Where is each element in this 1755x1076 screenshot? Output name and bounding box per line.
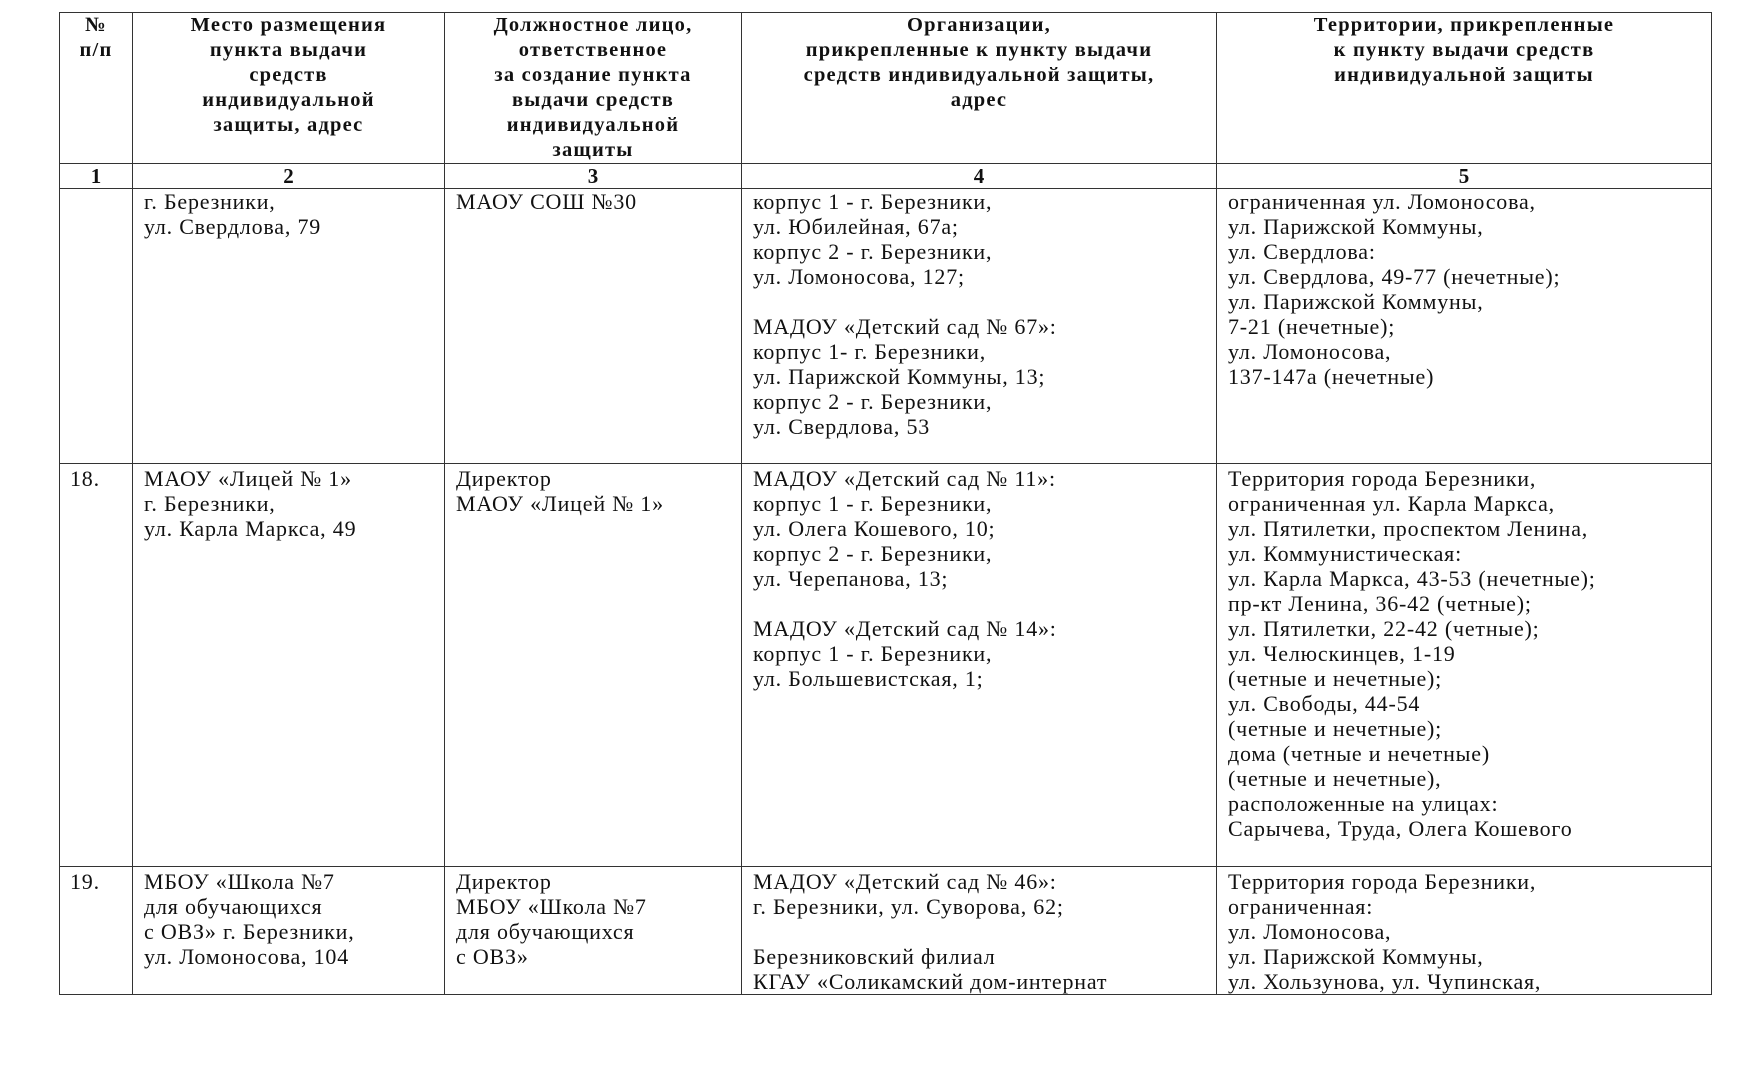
header-organizations: Организации, прикрепленные к пункту выдачи средств индивидуальной защиты, адрес — [742, 13, 1217, 164]
document-page — [59, 12, 1711, 995]
column-number: 4 — [742, 164, 1217, 189]
place-cell: МАОУ «Лицей № 1» г. Березники, ул. Карла Маркса, 49 — [133, 464, 445, 867]
table-row — [60, 867, 1712, 995]
row-number: 18. — [60, 464, 133, 867]
header-territories: Территории, прикрепленные к пункту выдачи средств индивидуальной защиты — [1217, 13, 1712, 164]
official-cell: Директор МБОУ «Школа №7 для обучающихся с ОВЗ» — [445, 867, 742, 995]
column-number: 1 — [60, 164, 133, 189]
official-cell: Директор МАОУ «Лицей № 1» — [445, 464, 742, 867]
header-official: Должностное лицо, ответственное за создание пункта выдачи средств индивидуальной защиты — [445, 13, 742, 164]
organizations-cell: МАДОУ «Детский сад № 11»: корпус 1 - г. Березники, ул. Олега Кошевого, 10; корпус 2 - г. Березники, ул. Черепанова, 13; МАДОУ «Детский сад № 14»: корпус 1 - г. Березники, ул. Большевистская, 1; — [742, 464, 1217, 867]
table-row — [60, 189, 1712, 464]
column-number: 5 — [1217, 164, 1712, 189]
organizations-cell: корпус 1 - г. Березники, ул. Юбилейная, 67а; корпус 2 - г. Березники, ул. Ломоносова, 127; МАДОУ «Детский сад № 67»: корпус 1- г. Березники, ул. Парижской Коммуны, 13; корпус 2 - г. Березники, ул. Свердлова, 53 — [742, 189, 1217, 464]
place-cell: г. Березники, ул. Свердлова, 79 — [133, 189, 445, 464]
column-number: 2 — [133, 164, 445, 189]
header-place: Место размещения пункта выдачи средств индивидуальной защиты, адрес — [133, 13, 445, 164]
header-row — [60, 13, 1712, 164]
place-cell: МБОУ «Школа №7 для обучающихся с ОВЗ» г. Березники, ул. Ломоносова, 104 — [133, 867, 445, 995]
table-row — [60, 464, 1712, 867]
territories-cell: Территория города Березники, ограниченная ул. Карла Маркса, ул. Пятилетки, проспектом Ленина, ул. Коммунистическая: ул. Карла Маркса, 43-53 (нечетные); пр-кт Ленина, 36-42 (четные); ул. Пятилетки, 22-42 (четные); ул. Челюскинцев, 1-19 (четные и нечетные); ул. Свободы, 44-54 (четные и нечетные); дома (четные и нечетные) (четные и нечетные), расположенные на улицах: Сарычева, Труда, Олега Кошевого — [1217, 464, 1712, 867]
column-number: 3 — [445, 164, 742, 189]
territories-cell: ограниченная ул. Ломоносова, ул. Парижской Коммуны, ул. Свердлова: ул. Свердлова, 49-77 (нечетные); ул. Парижской Коммуны, 7-21 (нечетные); ул. Ломоносова, 137-147а (нечетные) — [1217, 189, 1712, 464]
territories-cell: Территория города Березники, ограниченная: ул. Ломоносова, ул. Парижской Коммуны, ул. Хользунова, ул. Чупинская, — [1217, 867, 1712, 995]
organizations-cell: МАДОУ «Детский сад № 46»: г. Березники, ул. Суворова, 62; Березниковский филиал КГАУ «Соликамский дом-интернат — [742, 867, 1217, 995]
official-cell: МАОУ СОШ №30 — [445, 189, 742, 464]
distribution-points-table — [59, 12, 1712, 995]
row-number: 19. — [60, 867, 133, 995]
header-number: № п/п — [60, 13, 133, 164]
column-number-row — [60, 164, 1712, 189]
row-number — [60, 189, 133, 464]
